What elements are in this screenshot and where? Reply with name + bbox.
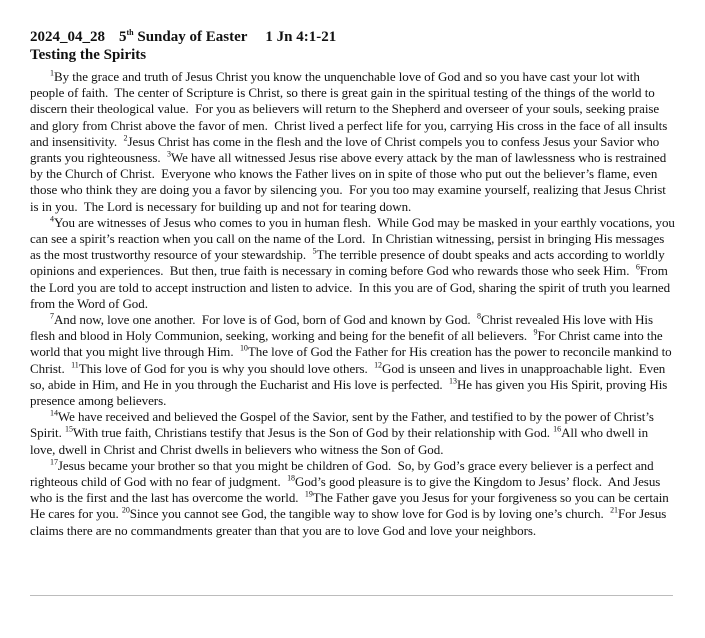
verse-text: We have all witnessed Jesus rise above every attack by the man of lawlessness who is restrained by the Church of Christ. Everyone who knows the Father lives on in spite of those who put out the believer’s flame, even those who think they are doing you a favor by silencing you. For you too may examine yourself, realizing that Jesus Christ is in you. The Lord is necessary for building up and not for tearing down.: [30, 150, 670, 214]
verse-number: 12: [374, 360, 383, 370]
verse-text: He has given you His Spirit, proving His presence among believers.: [30, 376, 671, 409]
verse-number: 7: [50, 311, 54, 321]
verse-text: For Jesus claims there are no commandments greater than that you are to love God and love your neighbors.: [30, 506, 670, 538]
verse-number: 5: [312, 246, 317, 256]
verse-number: 16: [553, 425, 562, 435]
verse-text: All who dwell in love, dwell in Christ and Christ dwells in believers who witness the Son of God.: [30, 425, 652, 457]
sunday-suffix: th: [126, 28, 134, 37]
verse-text: Jesus Christ has come in the flesh and the love of Christ compels you to confess Jesus your Savior who grants you righteousness.: [30, 133, 663, 166]
page-title: Testing the Spirits: [30, 47, 147, 63]
verse-number: 10: [239, 344, 248, 354]
verse-text: By the grace and truth of Jesus Christ you know the unquenchable love of God and so you have cast your lot with people of faith. The center of Scripture is Christ, so there is great gain in the spiritual testing of the things of the world to discern their theological value. For you as believers will return to the Shepherd and overseer of your souls, seeking praise and glory from Christ above the favor of men. Christ lived a perfect life for you, carrying His cross in the face of all insults and insensitivity.: [30, 69, 671, 149]
header-reference: 1 Jn 4:1-21: [265, 29, 337, 45]
verse-number: 9: [533, 327, 538, 337]
verse-number: 8: [477, 311, 481, 321]
verse-text: The terrible presence of doubt speaks and acts according to worldly opinions and experiences. But then, true faith is necessary in coming before God who rewards those who seek Him.: [30, 247, 668, 279]
verse-text: The Father gave you Jesus for your forgiveness so you can be certain He cares for you.: [30, 490, 672, 522]
verse-text: For Christ came into the world that you might live through Him.: [30, 328, 666, 360]
verse-text: Christ revealed His love with His flesh and blood in Holy Communion, seeking, working and being for the benefit of all believers.: [30, 312, 657, 344]
verse-number: 21: [610, 506, 618, 516]
document-page: [30, 28, 679, 539]
verse-text: God is unseen and lives in unapproachable light. Even so, abide in Him, and He in you through the Eucharist and His love is perfected.: [30, 360, 669, 392]
verse-text: Since you cannot see God, the tangible way to show love for God is by loving one’s church.: [129, 506, 611, 522]
verse-number: 2: [123, 133, 128, 143]
verse-number: 13: [449, 376, 457, 386]
verse-number: 4: [50, 214, 54, 224]
verse-number: 19: [304, 489, 313, 499]
verse-number: 18: [287, 473, 295, 483]
header-occasion: [119, 28, 247, 46]
verse-number: 15: [65, 425, 73, 435]
sunday-rest: Sunday of Easter: [133, 29, 248, 45]
verse-number: 6: [635, 263, 640, 273]
paragraph: [30, 409, 675, 458]
verse-text: With true faith, Christians testify that Jesus is the Son of God by their relationship with God.: [72, 425, 554, 441]
verse-number: 1: [50, 68, 54, 78]
verse-text: We have received and believed the Gospel of the Savior, sent by the Father, and testified to by the power of Christ’s Spirit.: [30, 409, 658, 441]
verse-number: 3: [166, 149, 171, 159]
verse-text: Jesus became your brother so that you might be children of God. So, by God’s grace every believer is a perfect and righteous child of God with no fear of judgment.: [30, 457, 657, 490]
bottom-divider: [30, 595, 673, 596]
header-line: [30, 28, 675, 46]
sunday-number: 5: [119, 29, 127, 45]
verse-number: 11: [71, 360, 79, 370]
paragraph: [30, 69, 675, 215]
paragraph: [30, 458, 675, 539]
verse-number: 20: [121, 506, 130, 516]
verse-text: From the Lord you are told to accept instruction and listen to advice. In this you are of God, sharing the spirit of truth you learned from the Word of God.: [30, 263, 674, 311]
header-date: 2024_04_28: [30, 29, 105, 45]
body-text: [30, 68, 679, 539]
verse-number: 17: [50, 457, 58, 467]
paragraph: [30, 312, 675, 409]
verse-text: The love of God the Father for His creation has the power to reconcile mankind to Christ.: [30, 344, 675, 376]
verse-text: God’s good pleasure is to give the Kingdom to Jesus’ flock. And Jesus who is the first and the last has overcome the world.: [30, 474, 664, 506]
verse-text: And now, love one another. For love is of God, born of God and known by God.: [53, 312, 478, 328]
verse-text: You are witnesses of Jesus who comes to you in human flesh. While God may be masked in your earthly vocations, you can see a spirit’s reaction when you call on the name of the Lord. In Christian witnessing, persist in bringing His messages as the most trustworthy resource of your stewardship.: [30, 214, 679, 263]
verse-text: This love of God for you is why you should love others.: [78, 360, 375, 376]
verse-number: 14: [50, 408, 58, 418]
paragraph: [30, 214, 679, 312]
